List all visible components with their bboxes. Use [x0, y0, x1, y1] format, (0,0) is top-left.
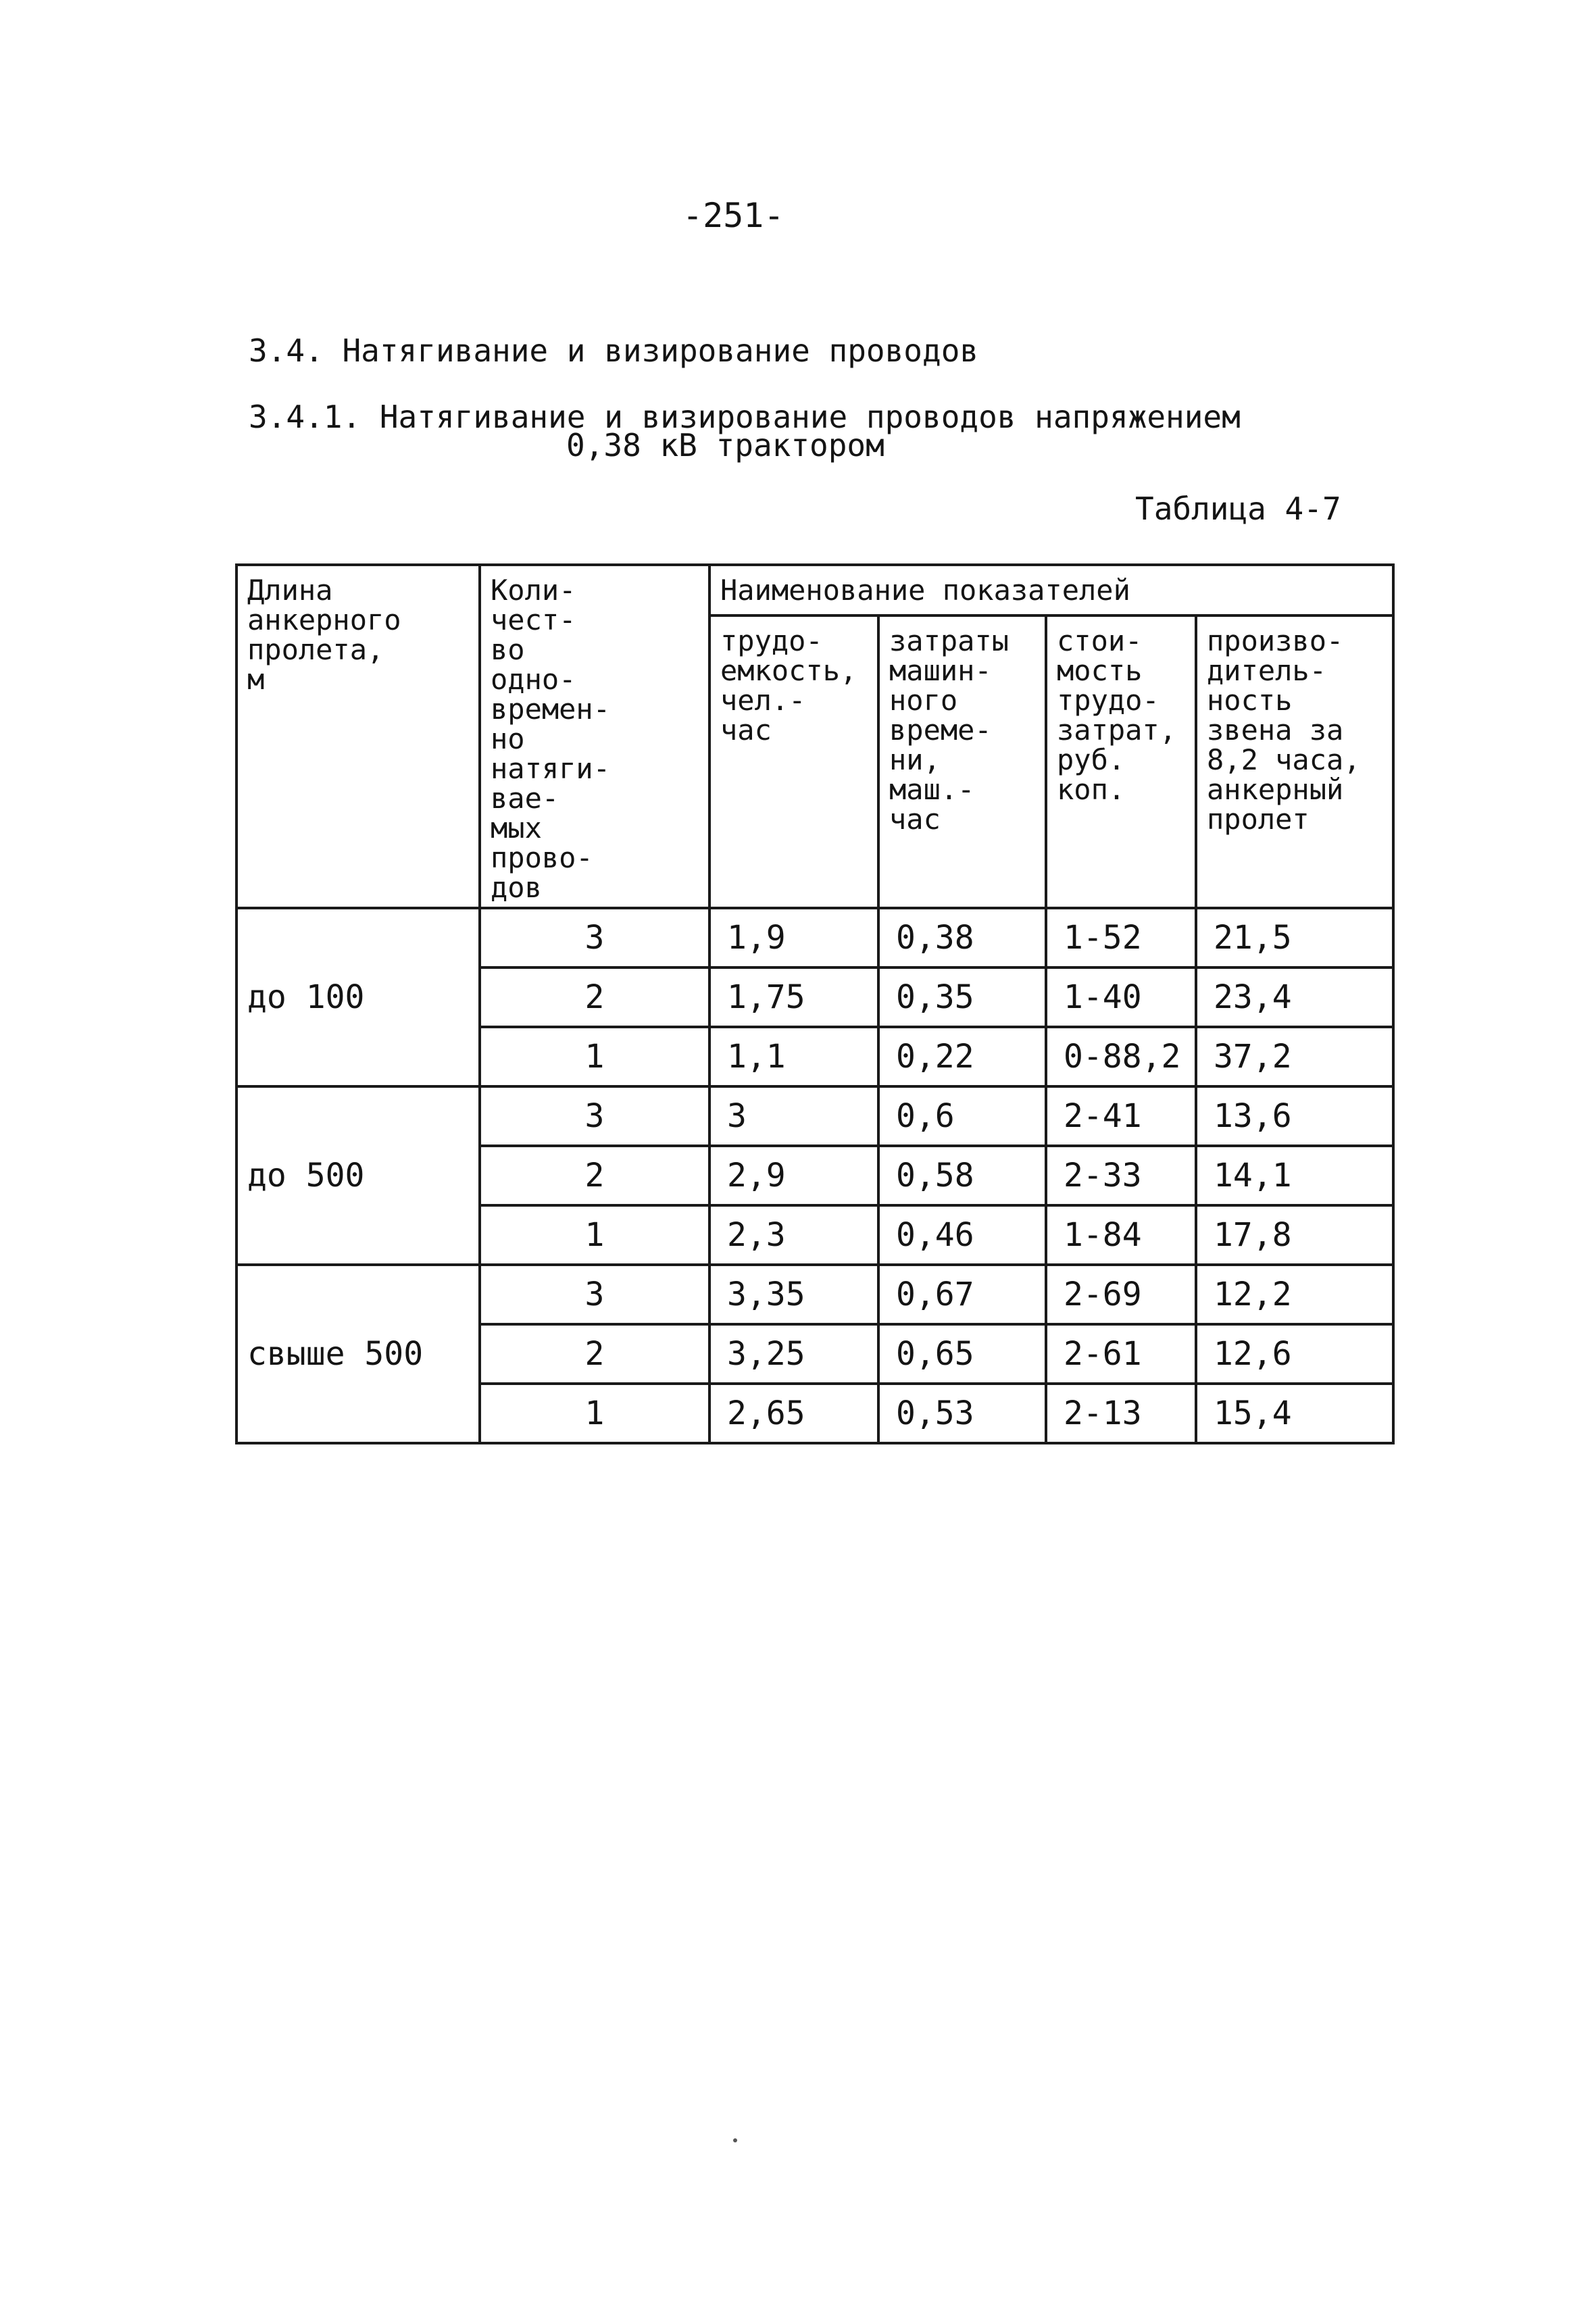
header-machine-line: ни, [889, 743, 941, 776]
labor-cost-cell: 2-33 [1046, 1146, 1196, 1205]
table-row [236, 908, 1393, 967]
span-length-cell: до 100 [236, 908, 480, 1086]
header-count-line: времен- [491, 693, 611, 726]
header-count-line: натяги- [491, 752, 611, 785]
span-length-cell: до 500 [236, 1086, 480, 1265]
wire-count-cell: 2 [480, 1324, 709, 1384]
wire-count-cell: 2 [480, 1146, 709, 1205]
wire-count-cell: 1 [480, 1027, 709, 1086]
header-length [236, 565, 480, 908]
wire-count-cell: 3 [480, 1086, 709, 1146]
labor-cost-cell: 2-61 [1046, 1324, 1196, 1384]
labor-cell: 1,1 [709, 1027, 878, 1086]
labor-cell: 2,65 [709, 1384, 878, 1443]
labor-cost-cell: 2-13 [1046, 1384, 1196, 1443]
header-count-line: одно- [491, 663, 576, 696]
header-labor-line: чел.- [720, 683, 806, 717]
header-cost-line: мость [1057, 653, 1143, 687]
header-length-line: пролета, [247, 633, 384, 666]
header-count-line: мых [491, 811, 542, 845]
header-count [480, 565, 709, 908]
header-productivity-line: 8,2 часа, [1207, 743, 1361, 776]
header-row [236, 565, 1393, 615]
header-machine-line: маш.- [889, 772, 975, 806]
productivity-cell: 23,4 [1196, 967, 1393, 1027]
wire-count-cell: 3 [480, 908, 709, 967]
labor-cell: 1,75 [709, 967, 878, 1027]
labor-cell: 1,9 [709, 908, 878, 967]
wire-count-cell: 1 [480, 1384, 709, 1443]
table-row [236, 1086, 1393, 1146]
machine-time-cell: 0,53 [878, 1384, 1046, 1443]
header-machine-line: затраты [889, 624, 1009, 657]
norms-table-body [236, 565, 1393, 1443]
machine-time-cell: 0,58 [878, 1146, 1046, 1205]
labor-cell: 3,35 [709, 1265, 878, 1324]
productivity-cell: 14,1 [1196, 1146, 1393, 1205]
header-count-line: чест- [491, 603, 576, 636]
header-length-line: анкерного [247, 603, 401, 636]
labor-cell: 3 [709, 1086, 878, 1146]
header-cost-line: руб. [1057, 743, 1126, 776]
page-number: -251- [682, 196, 784, 235]
header-productivity-line: дитель- [1207, 653, 1327, 687]
header-cost-line: затрат, [1057, 713, 1177, 747]
header-machine-line: ного [889, 683, 958, 717]
labor-cost-cell: 2-69 [1046, 1265, 1196, 1324]
productivity-cell: 17,8 [1196, 1205, 1393, 1265]
header-count-line: во [491, 633, 525, 666]
span-length-cell: свыше 500 [236, 1265, 480, 1443]
subsection-title-line2: 0,38 кВ трактором [566, 427, 884, 463]
labor-cell: 2,9 [709, 1146, 878, 1205]
header-count-line: но [491, 722, 525, 755]
wire-count-cell: 3 [480, 1265, 709, 1324]
header-machine [878, 615, 1046, 908]
productivity-cell: 15,4 [1196, 1384, 1393, 1443]
header-labor-line: час [720, 713, 772, 747]
labor-cell: 2,3 [709, 1205, 878, 1265]
productivity-cell: 37,2 [1196, 1027, 1393, 1086]
header-productivity-line: ность [1207, 683, 1293, 717]
header-productivity-line: произво- [1207, 624, 1344, 657]
productivity-cell: 12,2 [1196, 1265, 1393, 1324]
machine-time-cell: 0,35 [878, 967, 1046, 1027]
machine-time-cell: 0,65 [878, 1324, 1046, 1384]
header-length-line: м [247, 663, 265, 696]
labor-cost-cell: 1-40 [1046, 967, 1196, 1027]
header-machine-line: час [889, 802, 941, 836]
header-labor-line: трудо- [720, 624, 823, 657]
productivity-cell: 12,6 [1196, 1324, 1393, 1384]
machine-time-cell: 0,22 [878, 1027, 1046, 1086]
machine-time-cell: 0,38 [878, 908, 1046, 967]
header-cost-line: коп. [1057, 772, 1126, 806]
header-count-line: вае- [491, 782, 559, 815]
labor-cost-cell: 1-84 [1046, 1205, 1196, 1265]
norms-table [235, 563, 1395, 1444]
header-productivity-line: анкерный [1207, 772, 1344, 806]
header-productivity-line: звена за [1207, 713, 1344, 747]
section-title: 3.4. Натягивание и визирование проводов [249, 332, 979, 369]
machine-time-cell: 0,46 [878, 1205, 1046, 1265]
header-cost-line: стои- [1057, 624, 1143, 657]
header-indicators: Наименование показателей [709, 565, 1393, 615]
labor-cost-cell: 1-52 [1046, 908, 1196, 967]
header-productivity-line: пролет [1207, 802, 1310, 836]
labor-cost-cell: 0-88,2 [1046, 1027, 1196, 1086]
productivity-cell: 13,6 [1196, 1086, 1393, 1146]
header-cost-line: трудо- [1057, 683, 1159, 717]
table-caption: Таблица 4-7 [1135, 491, 1341, 527]
machine-time-cell: 0,67 [878, 1265, 1046, 1324]
header-count-line: Коли- [491, 574, 576, 607]
header-labor [709, 615, 878, 908]
header-machine-line: машин- [889, 653, 992, 687]
subsection-title-line1: 3.4.1. Натягивание и визирование проводов напряжением [249, 399, 1241, 435]
header-productivity [1196, 615, 1393, 908]
scan-speck [733, 2138, 737, 2142]
labor-cost-cell: 2-41 [1046, 1086, 1196, 1146]
table-row [236, 1265, 1393, 1324]
machine-time-cell: 0,6 [878, 1086, 1046, 1146]
header-count-line: прово- [491, 841, 593, 874]
labor-cell: 3,25 [709, 1324, 878, 1384]
header-cost [1046, 615, 1196, 908]
wire-count-cell: 1 [480, 1205, 709, 1265]
header-machine-line: време- [889, 713, 992, 747]
header-labor-line: емкость, [720, 653, 857, 687]
productivity-cell: 21,5 [1196, 908, 1393, 967]
wire-count-cell: 2 [480, 967, 709, 1027]
header-count-line: дов [491, 871, 542, 904]
header-length-line: Длина [247, 574, 333, 607]
